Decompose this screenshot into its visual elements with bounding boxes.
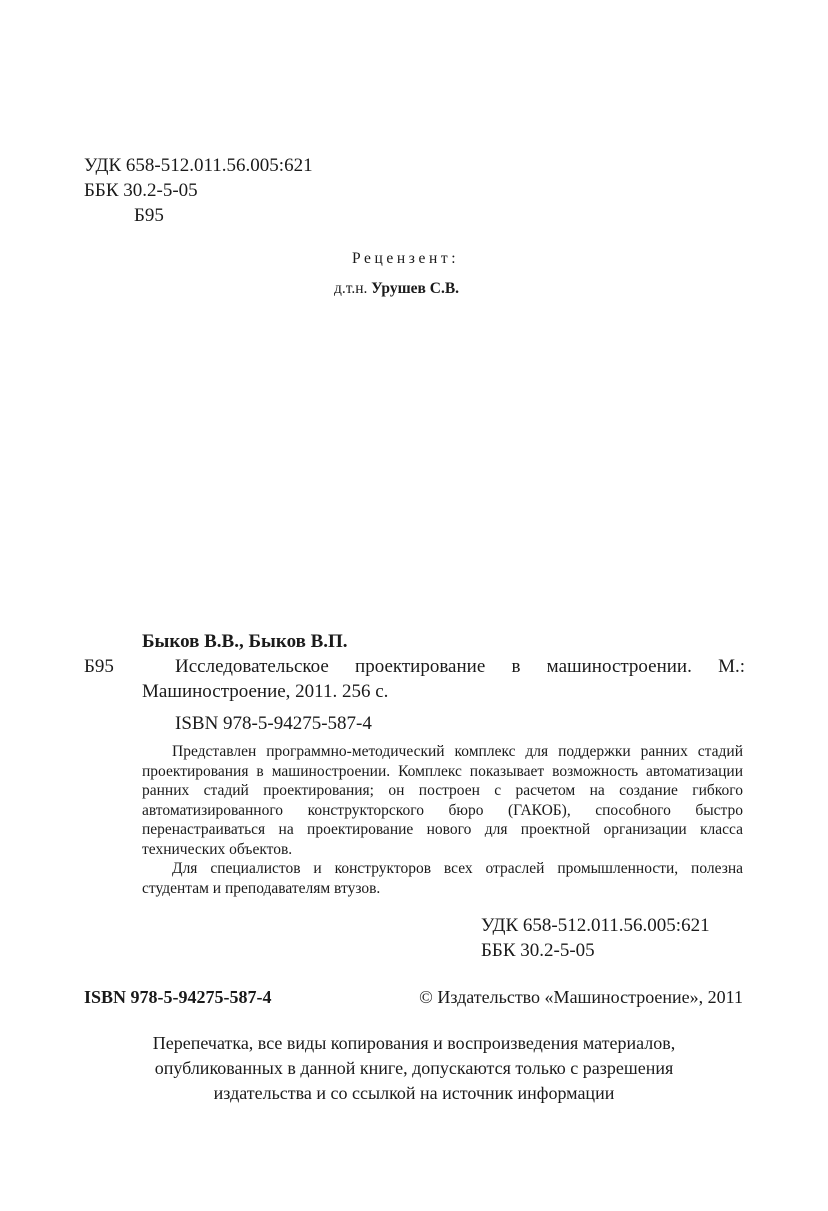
- isbn-footer: ISBN 978-5-94275-587-4: [84, 987, 272, 1007]
- reprint-notice-line: Перепечатка, все виды копирования и воспроизведения материалов,: [152, 1033, 676, 1053]
- reprint-notice-line: опубликованных в данной книге, допускаются только с разрешения: [154, 1058, 674, 1078]
- reviewer-degree: д.т.н.: [334, 280, 368, 297]
- bbk-code-card: ББК 30.2-5-05: [481, 940, 595, 961]
- reviewer-credit: [334, 279, 459, 299]
- reviewer-heading: Рецензент:: [352, 250, 460, 267]
- annotation-audience: Для специалистов и конструкторов всех отраслей промышленности, полезна студентам и преподавателям втузов.: [142, 860, 743, 897]
- authors: Быков В.В., Быков В.П.: [142, 631, 348, 652]
- reprint-notice: [84, 1031, 744, 1106]
- author-mark-top: Б95: [134, 205, 164, 226]
- udk-code-top: УДК 658-512.011.56.005:621: [84, 155, 313, 176]
- annotation: [142, 742, 743, 898]
- bbk-code-top: ББК 30.2-5-05: [84, 180, 198, 201]
- reviewer-name: Урушев С.В.: [371, 280, 460, 297]
- author-mark-card: Б95: [84, 656, 114, 677]
- reprint-notice-line: издательства и со ссылкой на источник информации: [213, 1083, 615, 1103]
- book-title-line1: Исследовательское проектирование в машиностроении. М.:: [175, 656, 745, 677]
- udk-code-card: УДК 658-512.011.56.005:621: [481, 915, 710, 936]
- annotation-paragraph: Представлен программно-методический комплекс для поддержки ранних стадий проектирования в машиностроении. Комплекс показывает возможность автоматизации ранних стадий проектирования; он построен с расчетом на создание гибкого автоматизированного конструкторского бюро (ГАКОБ), способного быстро перенастраиваться на проектирование нового для проектной организации класса технических объектов.: [142, 743, 743, 858]
- isbn-card: ISBN 978-5-94275-587-4: [175, 713, 372, 734]
- book-title-line2: Машиностроение, 2011. 256 с.: [142, 681, 389, 702]
- copyright-line: © Издательство «Машиностроение», 2011: [419, 987, 743, 1007]
